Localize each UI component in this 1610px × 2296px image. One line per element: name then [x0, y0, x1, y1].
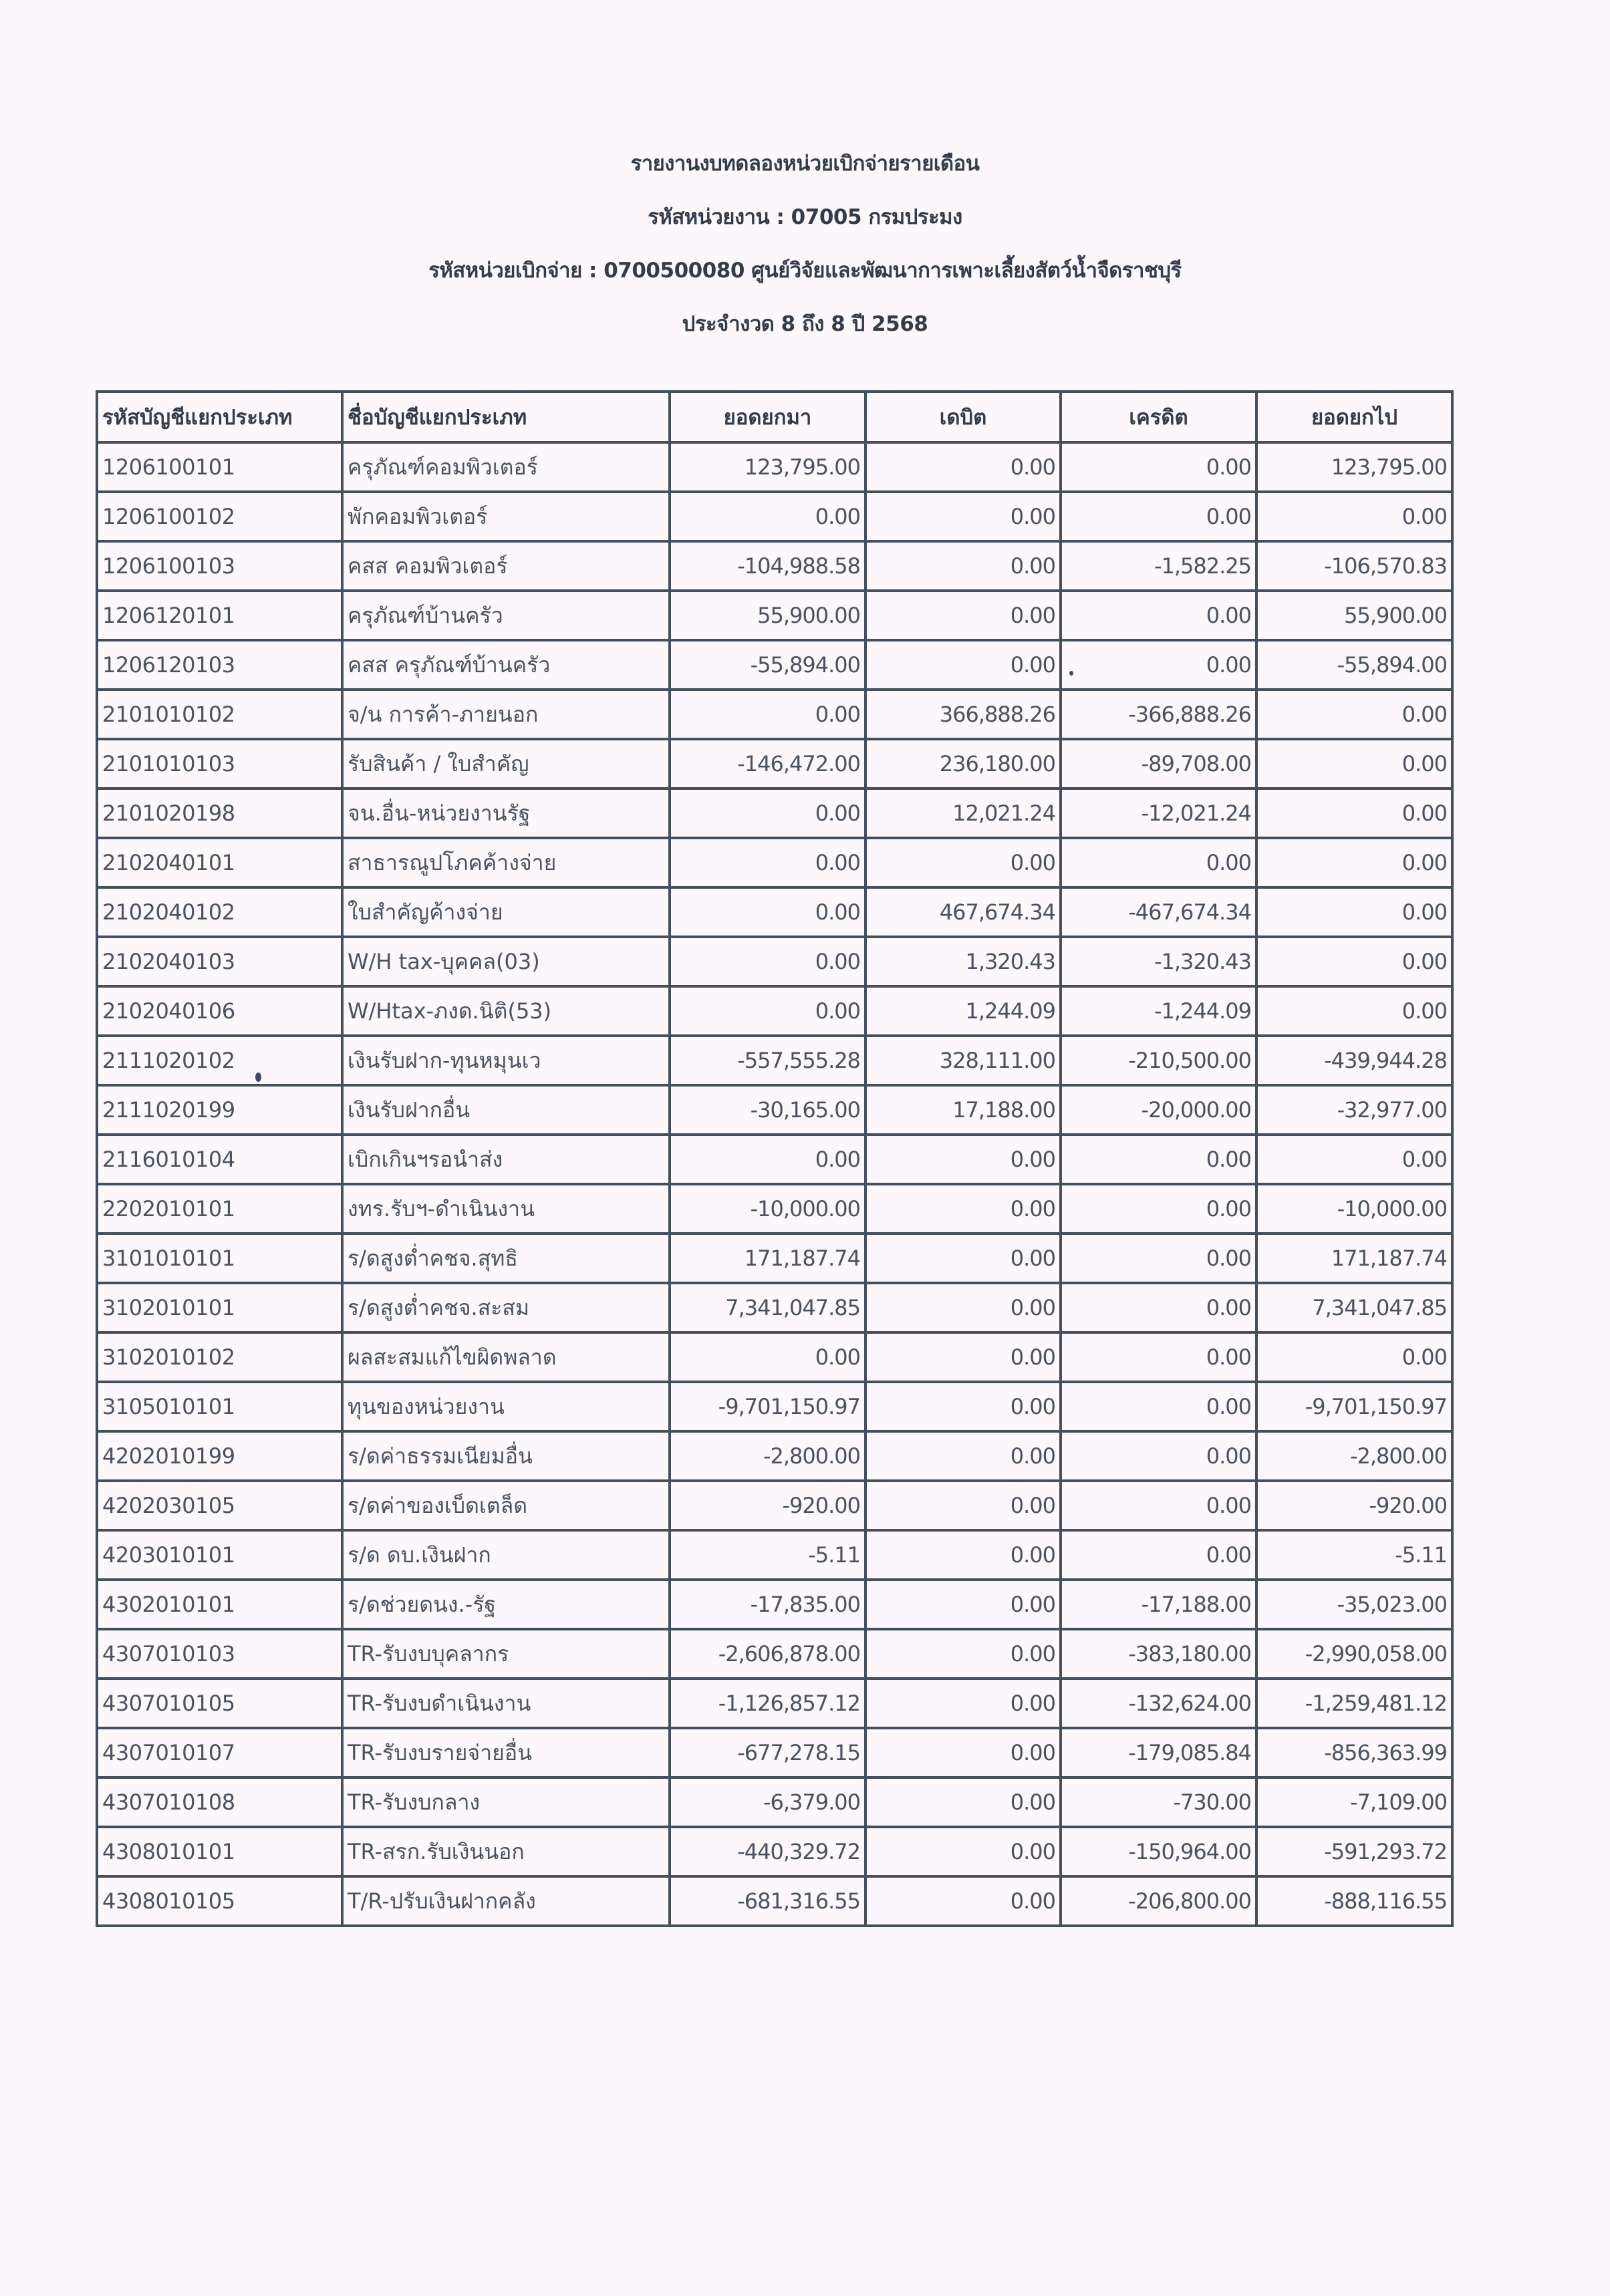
cell-credit: -179,085.84: [1061, 1728, 1256, 1777]
cell-account-name: TR-รับงบบุคลากร: [342, 1629, 670, 1679]
cell-account-name: รับสินค้า / ใบสำคัญ: [342, 739, 670, 788]
table-body: [97, 442, 1452, 1926]
table-row: [97, 937, 1452, 986]
cell-account-code: 2101010102: [97, 690, 342, 739]
cell-account-code: 2111020199: [97, 1085, 342, 1135]
cell-account-name: ครุภัณฑ์บ้านครัว: [342, 591, 670, 640]
cell-opening-balance: 0.00: [670, 1332, 865, 1382]
cell-account-name: TR-รับงบรายจ่ายอื่น: [342, 1728, 670, 1777]
cell-credit: 0.00: [1061, 492, 1256, 541]
cell-account-code: 2102040106: [97, 986, 342, 1036]
column-header-debit: เดบิต: [865, 392, 1061, 442]
table-row: [97, 690, 1452, 739]
trial-balance-table: [96, 390, 1454, 1927]
cell-closing-balance: -888,116.55: [1256, 1876, 1452, 1926]
cell-closing-balance: -5.11: [1256, 1530, 1452, 1580]
table-row: [97, 1876, 1452, 1926]
cell-credit: 0.00: [1061, 1135, 1256, 1184]
cell-account-code: 4302010101: [97, 1580, 342, 1629]
cell-opening-balance: -5.11: [670, 1530, 865, 1580]
cell-opening-balance: 0.00: [670, 986, 865, 1036]
cell-account-code: 4202010199: [97, 1431, 342, 1481]
table-row: [97, 1481, 1452, 1530]
cell-account-code: 4307010105: [97, 1679, 342, 1728]
cell-opening-balance: -17,835.00: [670, 1580, 865, 1629]
cell-debit: 236,180.00: [865, 739, 1061, 788]
cell-opening-balance: 0.00: [670, 838, 865, 887]
cell-debit: 467,674.34: [865, 887, 1061, 937]
cell-account-code: 2101010103: [97, 739, 342, 788]
cell-credit: 0.00: [1061, 1530, 1256, 1580]
cell-credit: -467,674.34: [1061, 887, 1256, 937]
cell-account-code: 4203010101: [97, 1530, 342, 1580]
cell-account-code: 2111020102: [97, 1036, 342, 1085]
cell-debit: 0.00: [865, 1777, 1061, 1827]
cell-closing-balance: -920.00: [1256, 1481, 1452, 1530]
cell-account-name: คสส คอมพิวเตอร์: [342, 541, 670, 591]
cell-credit: -20,000.00: [1061, 1085, 1256, 1135]
cell-credit: 0.00: [1061, 1234, 1256, 1283]
cell-account-code: 3102010102: [97, 1332, 342, 1382]
cell-closing-balance: 0.00: [1256, 788, 1452, 838]
cell-opening-balance: -1,126,857.12: [670, 1679, 865, 1728]
table-row: [97, 788, 1452, 838]
cell-account-name: จ/น การค้า-ภายนอก: [342, 690, 670, 739]
period-line: ประจำงวด 8 ถึง 8 ปี 2568: [682, 312, 928, 336]
cell-debit: 0.00: [865, 640, 1061, 690]
cell-opening-balance: -681,316.55: [670, 1876, 865, 1926]
cell-debit: 0.00: [865, 1530, 1061, 1580]
cell-debit: 0.00: [865, 541, 1061, 591]
column-header-closing-balance: ยอดยกไป: [1256, 392, 1452, 442]
cell-credit: 0.00: [1061, 1332, 1256, 1382]
cell-account-code: 1206100102: [97, 492, 342, 541]
cell-opening-balance: -2,606,878.00: [670, 1629, 865, 1679]
cell-account-name: ร/ดค่าของเบ็ดเตล็ด: [342, 1481, 670, 1530]
cell-account-code: 1206100103: [97, 541, 342, 591]
cell-account-name: TR-สรก.รับเงินนอก: [342, 1827, 670, 1876]
cell-account-code: 2101020198: [97, 788, 342, 838]
cell-debit: 0.00: [865, 1431, 1061, 1481]
cell-credit: -210,500.00: [1061, 1036, 1256, 1085]
cell-account-code: 3101010101: [97, 1234, 342, 1283]
cell-debit: 0.00: [865, 442, 1061, 492]
cell-opening-balance: -10,000.00: [670, 1184, 865, 1234]
cell-debit: 1,320.43: [865, 937, 1061, 986]
report-title: รายงานงบทดลองหน่วยเบิกจ่ายรายเดือน: [630, 152, 980, 176]
cell-account-code: 4307010107: [97, 1728, 342, 1777]
cell-closing-balance: -7,109.00: [1256, 1777, 1452, 1827]
cell-account-code: 4307010103: [97, 1629, 342, 1679]
cell-closing-balance: 0.00: [1256, 690, 1452, 739]
table-row: [97, 541, 1452, 591]
cell-debit: 366,888.26: [865, 690, 1061, 739]
cell-opening-balance: 171,187.74: [670, 1234, 865, 1283]
cell-opening-balance: -440,329.72: [670, 1827, 865, 1876]
cell-account-name: พักคอมพิวเตอร์: [342, 492, 670, 541]
cell-credit: -12,021.24: [1061, 788, 1256, 838]
cell-closing-balance: 171,187.74: [1256, 1234, 1452, 1283]
cell-account-name: ทุนของหน่วยงาน: [342, 1382, 670, 1431]
cell-closing-balance: -856,363.99: [1256, 1728, 1452, 1777]
cell-credit: 0.00: [1061, 442, 1256, 492]
cell-account-code: 4202030105: [97, 1481, 342, 1530]
cell-account-name: คสส ครุภัณฑ์บ้านครัว: [342, 640, 670, 690]
table-row: [97, 1431, 1452, 1481]
table-row: [97, 1184, 1452, 1234]
cell-account-name: จน.อื่น-หน่วยงานรัฐ: [342, 788, 670, 838]
cell-opening-balance: 55,900.00: [670, 591, 865, 640]
cell-credit: 0.00: [1061, 640, 1256, 690]
cell-opening-balance: 0.00: [670, 887, 865, 937]
cell-opening-balance: 123,795.00: [670, 442, 865, 492]
cell-account-code: 1206120103: [97, 640, 342, 690]
cell-debit: 0.00: [865, 1481, 1061, 1530]
cell-debit: 0.00: [865, 1876, 1061, 1926]
cell-closing-balance: 0.00: [1256, 492, 1452, 541]
cell-credit: 0.00: [1061, 1184, 1256, 1234]
cell-account-name: W/H tax-บุคคล(03): [342, 937, 670, 986]
cell-opening-balance: 0.00: [670, 690, 865, 739]
table-row: [97, 1629, 1452, 1679]
cell-closing-balance: -10,000.00: [1256, 1184, 1452, 1234]
cell-account-name: เบิกเกินฯรอนำส่ง: [342, 1135, 670, 1184]
cell-debit: 0.00: [865, 1332, 1061, 1382]
cell-credit: -383,180.00: [1061, 1629, 1256, 1679]
cell-closing-balance: 123,795.00: [1256, 442, 1452, 492]
table-row: [97, 1827, 1452, 1876]
column-header-account-code: รหัสบัญชีแยกประเภท: [97, 392, 342, 442]
cell-opening-balance: -557,555.28: [670, 1036, 865, 1085]
cell-opening-balance: -6,379.00: [670, 1777, 865, 1827]
cell-debit: 0.00: [865, 1135, 1061, 1184]
cell-debit: 0.00: [865, 1234, 1061, 1283]
table-row: [97, 1382, 1452, 1431]
cell-account-code: 4307010108: [97, 1777, 342, 1827]
cell-closing-balance: 55,900.00: [1256, 591, 1452, 640]
cell-opening-balance: -920.00: [670, 1481, 865, 1530]
cell-debit: 0.00: [865, 1184, 1061, 1234]
cell-debit: 0.00: [865, 591, 1061, 640]
cell-closing-balance: 0.00: [1256, 1332, 1452, 1382]
table-row: [97, 1085, 1452, 1135]
table-row: [97, 1036, 1452, 1085]
cell-account-name: TR-รับงบดำเนินงาน: [342, 1679, 670, 1728]
cell-credit: -1,582.25: [1061, 541, 1256, 591]
table-row: [97, 640, 1452, 690]
cell-credit: -206,800.00: [1061, 1876, 1256, 1926]
table-row: [97, 1135, 1452, 1184]
cell-account-name: ร/ด ดบ.เงินฝาก: [342, 1530, 670, 1580]
cell-closing-balance: 0.00: [1256, 887, 1452, 937]
table-row: [97, 1530, 1452, 1580]
scan-speck: [255, 1072, 261, 1082]
cell-debit: 12,021.24: [865, 788, 1061, 838]
table-row: [97, 442, 1452, 492]
table-row: [97, 887, 1452, 937]
cell-opening-balance: -677,278.15: [670, 1728, 865, 1777]
table-header-row: [97, 392, 1452, 442]
cell-closing-balance: 0.00: [1256, 1135, 1452, 1184]
table-row: [97, 1679, 1452, 1728]
report-header: [0, 137, 1610, 351]
cell-debit: 0.00: [865, 1580, 1061, 1629]
cell-account-code: 3102010101: [97, 1283, 342, 1332]
cell-account-name: ผลสะสมแก้ไขผิดพลาด: [342, 1332, 670, 1382]
table-row: [97, 1283, 1452, 1332]
table-row: [97, 1580, 1452, 1629]
cell-debit: 0.00: [865, 838, 1061, 887]
cell-closing-balance: -55,894.00: [1256, 640, 1452, 690]
cell-account-name: ร/ดช่วยดนง.-รัฐ: [342, 1580, 670, 1629]
cell-debit: 0.00: [865, 1629, 1061, 1679]
table-row: [97, 492, 1452, 541]
cell-credit: 0.00: [1061, 1382, 1256, 1431]
cell-debit: 328,111.00: [865, 1036, 1061, 1085]
cell-closing-balance: 0.00: [1256, 739, 1452, 788]
cell-account-name: TR-รับงบกลาง: [342, 1777, 670, 1827]
table-row: [97, 591, 1452, 640]
cell-account-code: 2202010101: [97, 1184, 342, 1234]
cell-account-name: สาธารณูปโภคค้างจ่าย: [342, 838, 670, 887]
table-row: [97, 986, 1452, 1036]
cell-closing-balance: -2,990,058.00: [1256, 1629, 1452, 1679]
cell-opening-balance: -104,988.58: [670, 541, 865, 591]
cell-account-name: เงินรับฝากอื่น: [342, 1085, 670, 1135]
table-row: [97, 1234, 1452, 1283]
cell-account-name: ใบสำคัญค้างจ่าย: [342, 887, 670, 937]
cell-opening-balance: 0.00: [670, 1135, 865, 1184]
cell-closing-balance: 0.00: [1256, 986, 1452, 1036]
cell-account-code: 4308010105: [97, 1876, 342, 1926]
cell-closing-balance: 7,341,047.85: [1256, 1283, 1452, 1332]
cell-credit: -1,244.09: [1061, 986, 1256, 1036]
cell-account-name: ครุภัณฑ์คอมพิวเตอร์: [342, 442, 670, 492]
cell-account-code: 1206100101: [97, 442, 342, 492]
cell-closing-balance: -591,293.72: [1256, 1827, 1452, 1876]
cell-debit: 1,244.09: [865, 986, 1061, 1036]
cell-opening-balance: -30,165.00: [670, 1085, 865, 1135]
cell-opening-balance: -55,894.00: [670, 640, 865, 690]
cell-account-name: T/R-ปรับเงินฝากคลัง: [342, 1876, 670, 1926]
column-header-credit: เครดิต: [1061, 392, 1256, 442]
cell-debit: 17,188.00: [865, 1085, 1061, 1135]
table-row: [97, 1728, 1452, 1777]
cell-opening-balance: -9,701,150.97: [670, 1382, 865, 1431]
cell-account-code: 2102040101: [97, 838, 342, 887]
cell-account-name: งทร.รับฯ-ดำเนินงาน: [342, 1184, 670, 1234]
cell-closing-balance: -35,023.00: [1256, 1580, 1452, 1629]
cell-account-name: ร/ดค่าธรรมเนียมอื่น: [342, 1431, 670, 1481]
cell-account-code: 2102040102: [97, 887, 342, 937]
cell-closing-balance: 0.00: [1256, 937, 1452, 986]
cell-closing-balance: -439,944.28: [1256, 1036, 1452, 1085]
cell-account-name: ร/ดสูงต่ำคชจ.สุทธิ: [342, 1234, 670, 1283]
cell-debit: 0.00: [865, 492, 1061, 541]
cell-closing-balance: -32,977.00: [1256, 1085, 1452, 1135]
cell-credit: 0.00: [1061, 1283, 1256, 1332]
cell-credit: -150,964.00: [1061, 1827, 1256, 1876]
cell-credit: -1,320.43: [1061, 937, 1256, 986]
cell-credit: 0.00: [1061, 1481, 1256, 1530]
cell-closing-balance: -9,701,150.97: [1256, 1382, 1452, 1431]
disbursing-unit-line: รหัสหน่วยเบิกจ่าย : 0700500080 ศูนย์วิจัยและพัฒนาการเพาะเลี้ยงสัตว์น้ำจืดราชบุรี: [428, 259, 1182, 283]
cell-opening-balance: -146,472.00: [670, 739, 865, 788]
column-header-account-name: ชื่อบัญชีแยกประเภท: [342, 392, 670, 442]
cell-closing-balance: -2,800.00: [1256, 1431, 1452, 1481]
cell-account-code: 3105010101: [97, 1382, 342, 1431]
cell-account-code: 2102040103: [97, 937, 342, 986]
cell-account-name: W/Htax-ภงด.นิติ(53): [342, 986, 670, 1036]
cell-credit: -89,708.00: [1061, 739, 1256, 788]
cell-credit: 0.00: [1061, 1431, 1256, 1481]
cell-debit: 0.00: [865, 1827, 1061, 1876]
table-row: [97, 739, 1452, 788]
column-header-opening-balance: ยอดยกมา: [670, 392, 865, 442]
cell-debit: 0.00: [865, 1382, 1061, 1431]
cell-debit: 0.00: [865, 1679, 1061, 1728]
cell-closing-balance: 0.00: [1256, 838, 1452, 887]
cell-account-code: 1206120101: [97, 591, 342, 640]
cell-credit: -132,624.00: [1061, 1679, 1256, 1728]
cell-account-name: ร/ดสูงต่ำคชจ.สะสม: [342, 1283, 670, 1332]
cell-credit: -366,888.26: [1061, 690, 1256, 739]
cell-opening-balance: 7,341,047.85: [670, 1283, 865, 1332]
cell-account-code: 2116010104: [97, 1135, 342, 1184]
cell-credit: 0.00: [1061, 838, 1256, 887]
agency-code-line: รหัสหน่วยงาน : 07005 กรมประมง: [648, 205, 962, 229]
cell-closing-balance: -106,570.83: [1256, 541, 1452, 591]
cell-opening-balance: 0.00: [670, 937, 865, 986]
cell-debit: 0.00: [865, 1283, 1061, 1332]
cell-account-code: 4308010101: [97, 1827, 342, 1876]
table-row: [97, 838, 1452, 887]
scan-speck: [1069, 671, 1073, 676]
cell-credit: 0.00: [1061, 591, 1256, 640]
cell-closing-balance: -1,259,481.12: [1256, 1679, 1452, 1728]
table-row: [97, 1332, 1452, 1382]
cell-debit: 0.00: [865, 1728, 1061, 1777]
cell-credit: -730.00: [1061, 1777, 1256, 1827]
cell-account-name: เงินรับฝาก-ทุนหมุนเว: [342, 1036, 670, 1085]
cell-credit: -17,188.00: [1061, 1580, 1256, 1629]
cell-opening-balance: 0.00: [670, 492, 865, 541]
cell-opening-balance: 0.00: [670, 788, 865, 838]
table-row: [97, 1777, 1452, 1827]
cell-opening-balance: -2,800.00: [670, 1431, 865, 1481]
